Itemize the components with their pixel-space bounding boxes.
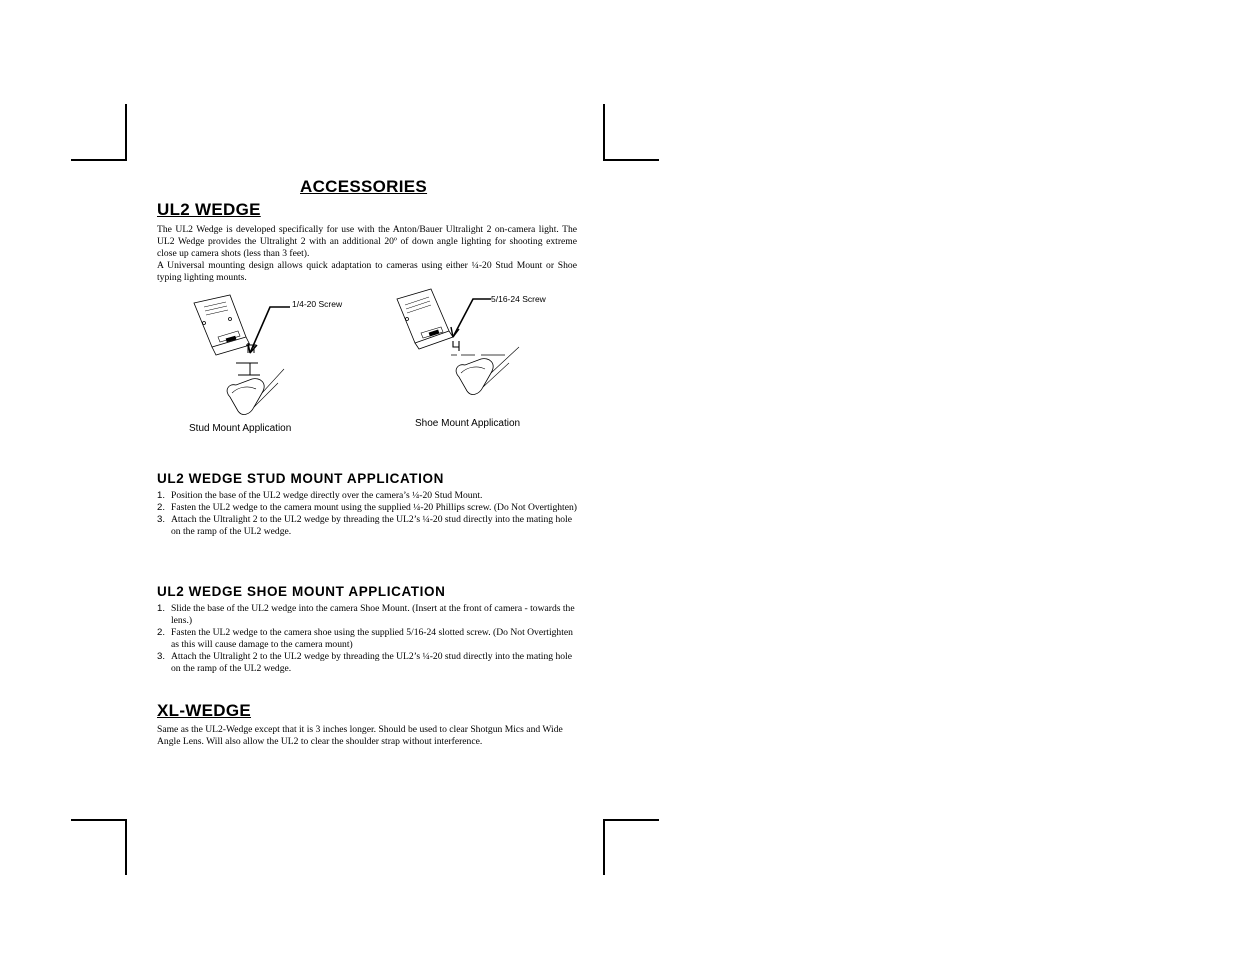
ul2-light-body <box>397 289 453 349</box>
stud-mount-caption: Stud Mount Application <box>189 423 292 434</box>
ul2-wedge-intro <box>157 224 577 284</box>
step-text: Fasten the UL2 wedge to the camera shoe using the supplied 5/16-24 slotted screw. (Do Not Overtighten as this will cause damage to the camera mount) <box>171 627 573 650</box>
crop-mark-bottom-left-vertical <box>125 819 127 875</box>
step-number: 2. <box>157 502 166 513</box>
list-item <box>157 651 582 675</box>
ul2-wedge-paragraph-2: A Universal mounting design allows quick adaptation to cameras using either ¼-20 Stud Mount or Shoe typing lighting mounts. <box>157 260 577 283</box>
xl-wedge-paragraph: Same as the UL2-Wedge except that it is 3 inches longer. Should be used to clear Shotgun Mics and Wide Angle Lens. Will also allow the UL2 to clear the shoulder strap without interference. <box>157 724 563 747</box>
crop-mark-top-left-vertical <box>125 104 127 161</box>
list-item <box>157 502 582 514</box>
crop-mark-bottom-left-horizontal <box>71 819 127 821</box>
shoe-mount-heading: UL2 WEDGE SHOE MOUNT APPLICATION <box>157 584 446 599</box>
screw-callout-line <box>453 299 491 337</box>
step-number: 1. <box>157 490 166 501</box>
shoe-mount-caption: Shoe Mount Application <box>415 418 521 429</box>
shoe-mount-steps <box>157 603 582 675</box>
shoe-mount-illustration <box>395 287 555 417</box>
step-number: 3. <box>157 651 166 662</box>
list-item <box>157 627 582 651</box>
ul2-wedge-paragraph-1: The UL2 Wedge is developed specifically for use with the Anton/Bauer Ultralight 2 on-camera light. The UL2 Wedge provides the Ultralight 2 with an additional 20º of down angle lighting for shooting extreme close up camera shots (less than 3 feet). <box>157 224 577 259</box>
stud-screw-label: 1/4-20 Screw <box>292 299 343 309</box>
list-item <box>157 490 582 502</box>
crop-mark-top-right-horizontal <box>603 159 659 161</box>
list-item <box>157 514 582 538</box>
step-text: Fasten the UL2 wedge to the camera mount using the supplied ¼-20 Phillips screw. (Do Not Overtighten) <box>171 502 577 513</box>
wedge-plate <box>236 363 260 375</box>
crop-mark-top-right-vertical <box>603 104 605 161</box>
step-text: Slide the base of the UL2 wedge into the camera Shoe Mount. (Insert at the front of camera - towards the lens.) <box>171 603 575 626</box>
step-text: Position the base of the UL2 wedge directly over the camera’s ¼-20 Stud Mount. <box>171 490 483 501</box>
stud-mount-steps <box>157 490 582 538</box>
five-sixteen-24-screw <box>453 341 459 351</box>
step-number: 2. <box>157 627 166 638</box>
crop-mark-top-left-horizontal <box>71 159 127 161</box>
crop-mark-bottom-right-vertical <box>603 819 605 875</box>
stud-mount-heading: UL2 WEDGE STUD MOUNT APPLICATION <box>157 471 444 486</box>
ul2-light-body <box>194 295 250 355</box>
shoe-screw-label: 5/16-24 Screw <box>491 294 546 304</box>
page-title: ACCESSORIES <box>300 177 428 196</box>
step-number: 3. <box>157 514 166 525</box>
stud-mount-illustration <box>190 293 350 423</box>
xl-wedge-heading: XL-WEDGE <box>157 701 252 720</box>
camera-grip <box>227 369 284 414</box>
crop-mark-bottom-right-horizontal <box>603 819 659 821</box>
step-text: Attach the Ultralight 2 to the UL2 wedge by threading the UL2’s ¼-20 stud directly into the mating hole on the ramp of the UL2 wedge. <box>171 651 572 674</box>
step-number: 1. <box>157 603 166 614</box>
step-text: Attach the Ultralight 2 to the UL2 wedge by threading the UL2’s ¼-20 stud directly into the mating hole on the ramp of the UL2 wedge. <box>171 514 572 537</box>
camera-grip <box>456 347 519 394</box>
list-item <box>157 603 582 627</box>
ul2-wedge-heading: UL2 WEDGE <box>157 200 261 219</box>
